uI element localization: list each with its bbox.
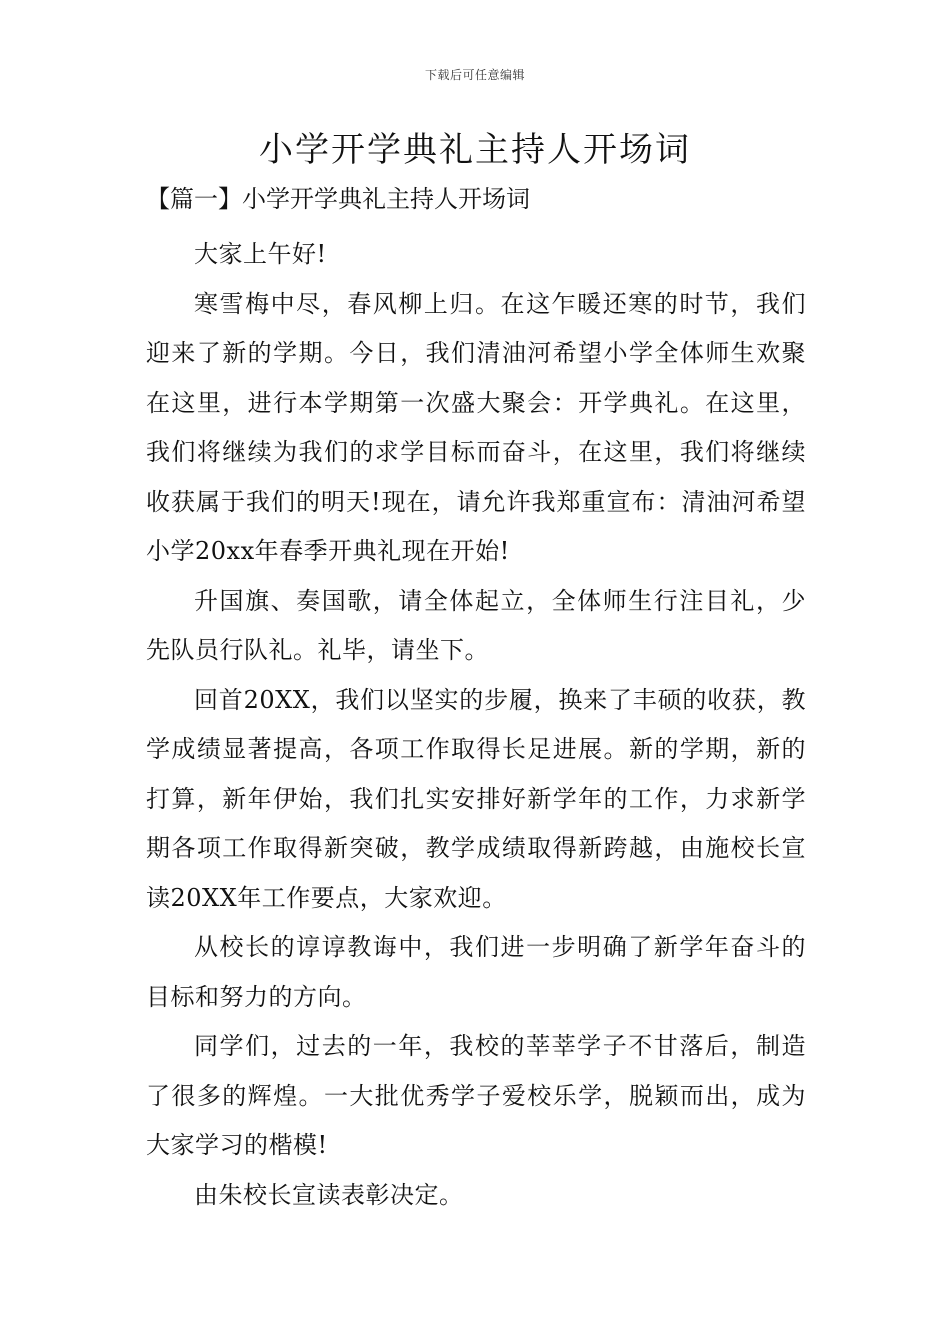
paragraph-review: 回首20XX，我们以坚实的步履，换来了丰硕的收获，教学成绩显著提高，各项工作取得长足进展。新的学期，新的打算，新年伊始，我们扎实安排好新学年的工作，力求新学期各项工作取得新突破，教学成绩取得新跨越，由施校长宣读20XX年工作要点，大家欢迎。 (146, 685, 806, 912)
document-body (146, 180, 806, 1220)
paragraph-principal-teaching: 从校长的谆谆教诲中，我们进一步明确了新学年奋斗的目标和努力的方向。 (146, 933, 806, 1011)
header-note: 下载后可任意编辑 (424, 68, 525, 82)
paragraph-students: 同学们，过去的一年，我校的莘莘学子不甘落后，制造了很多的辉煌。一大批优秀学子爱校乐学，脱颖而出，成为大家学习的楷模! (146, 1032, 806, 1159)
paragraph-opening: 寒雪梅中尽，春风柳上归。在这乍暖还寒的时节，我们迎来了新的学期。今日，我们清油河希望小学全体师生欢聚在这里，进行本学期第一次盛大聚会：开学典礼。在这里，我们将继续为我们的求学目标而奋斗，在这里，我们将继续收获属于我们的明天!现在，请允许我郑重宣布：清油河希望小学20xx年春季开典礼现在开始! (146, 289, 806, 565)
paragraph-commendation: 由朱校长宣读表彰决定。 (194, 1180, 464, 1209)
paragraph-flag-ceremony: 升国旗、奏国歌，请全体起立，全体师生行注目礼，少先队员行队礼。礼毕，请坐下。 (146, 586, 806, 664)
paragraph-greeting: 大家上午好! (194, 240, 327, 268)
document-title: 小学开学典礼主持人开场词 (259, 130, 691, 170)
section-heading: 【篇一】小学开学典礼主持人开场词 (146, 185, 530, 213)
